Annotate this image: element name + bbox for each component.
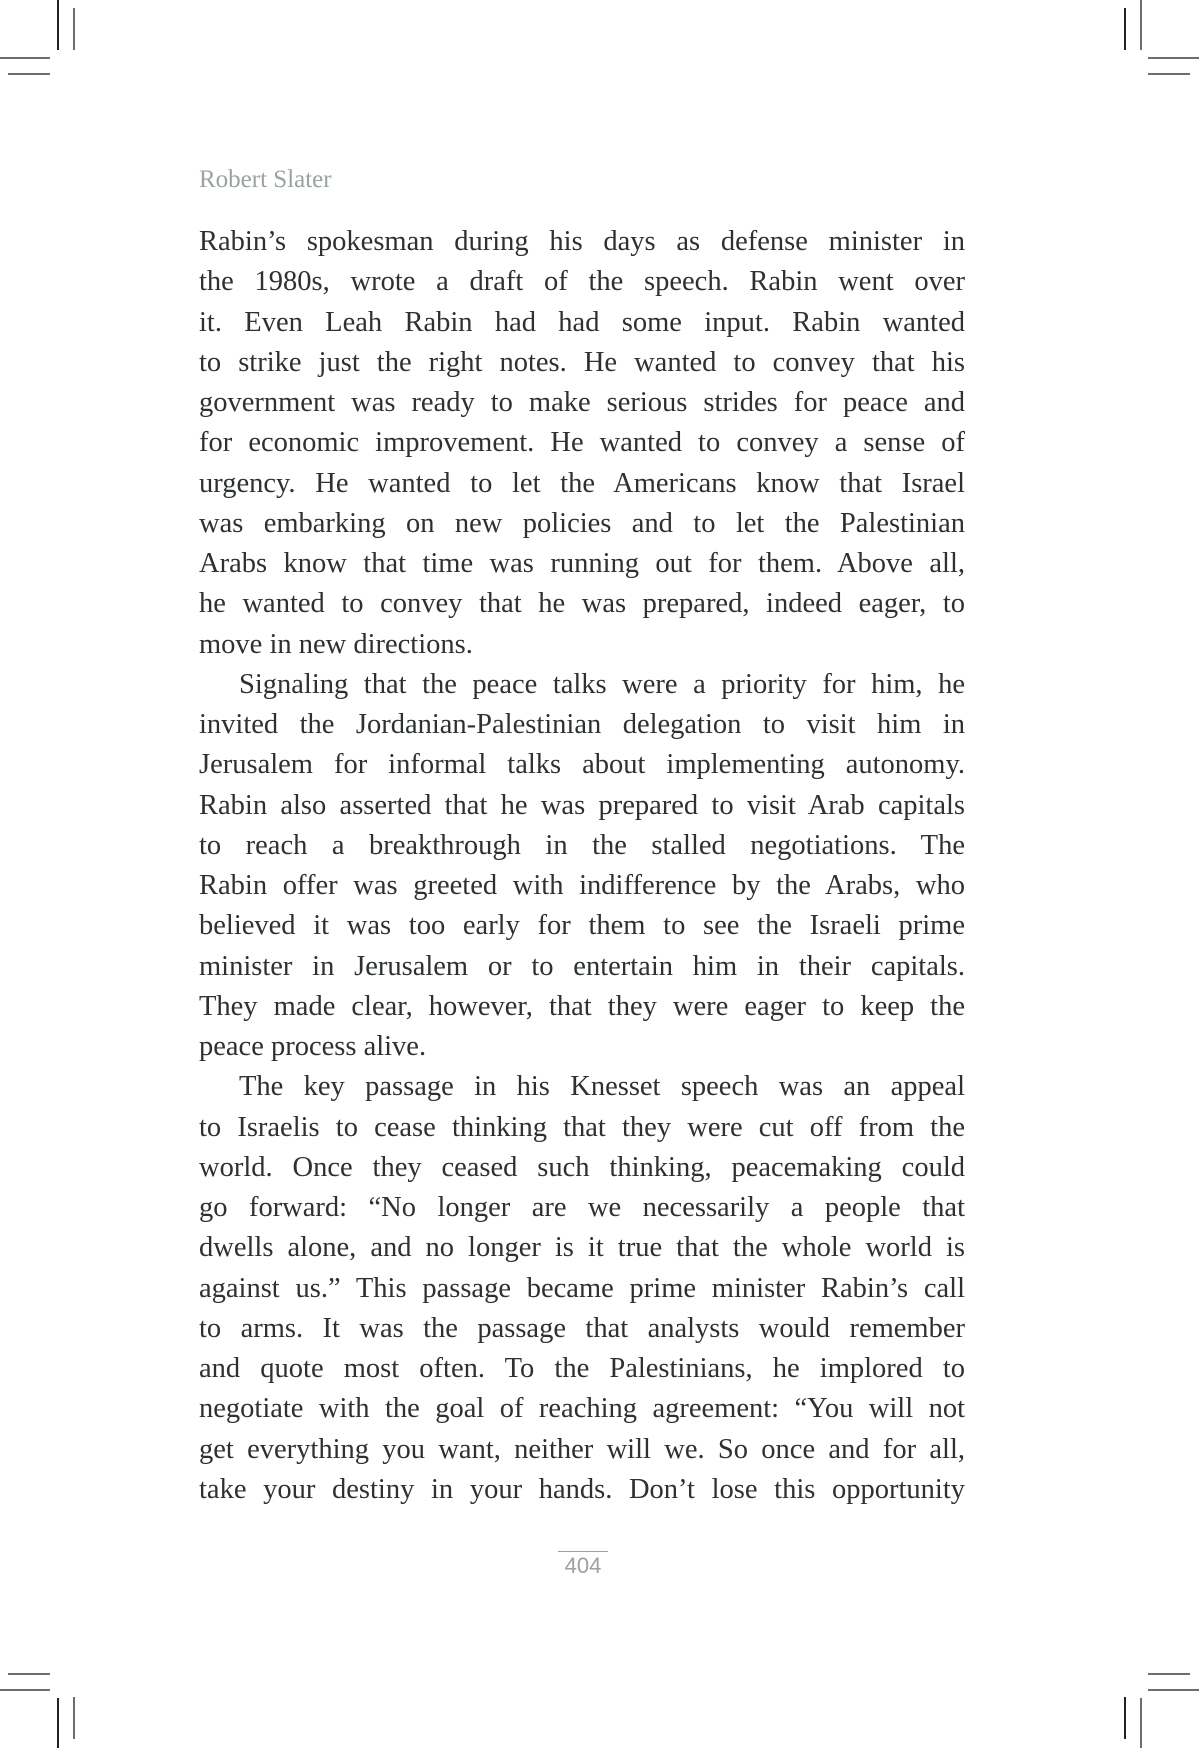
crop-mark-bottom-right-v1 xyxy=(1124,1697,1126,1739)
crop-mark-top-right-h1 xyxy=(1148,57,1199,59)
text-line: Jerusalem for informal talks about implementing autonomy. xyxy=(199,749,965,781)
paragraph xyxy=(199,1067,965,1510)
crop-mark-top-right-v2 xyxy=(1140,0,1142,50)
crop-mark-top-right-v1 xyxy=(1124,8,1126,50)
text-line: Rabin offer was greeted with indifference by the Arabs, who xyxy=(199,870,965,901)
text-line: go forward: “No longer are we necessarily a people that xyxy=(199,1192,965,1223)
text-line: move in new directions. xyxy=(199,628,473,660)
crop-mark-bottom-left-v2 xyxy=(73,1697,75,1739)
text-line: take your destiny in your hands. Don’t lose this opportunity xyxy=(199,1473,965,1505)
text-line: get everything you want, neither will we. So once and for all, xyxy=(199,1433,965,1465)
running-head: Robert Slater xyxy=(199,166,332,193)
text-line: to arms. It was the passage that analysts would remember xyxy=(199,1312,965,1344)
text-line: Rabin also asserted that he was prepared to visit Arab capitals xyxy=(199,789,965,821)
page-number: 404 xyxy=(558,1551,608,1579)
text-line: was embarking on new policies and to let the Palestinian xyxy=(199,507,965,539)
text-line: Signaling that the peace talks were a priority for him, he xyxy=(239,668,965,700)
text-line: he wanted to convey that he was prepared, indeed eager, to xyxy=(199,588,965,620)
text-line: dwells alone, and no longer is it true that the whole world is xyxy=(199,1232,965,1264)
text-line: The key passage in his Knesset speech was an appeal xyxy=(239,1071,965,1103)
crop-mark-bottom-right-v2 xyxy=(1140,1698,1142,1748)
text-line: Arabs know that time was running out for them. Above all, xyxy=(199,548,965,579)
text-line: believed it was too early for them to see the Israeli prime xyxy=(199,910,965,942)
text-line: urgency. He wanted to let the Americans know that Israel xyxy=(199,467,965,499)
text-line: to Israelis to cease thinking that they were cut off from the xyxy=(199,1111,965,1143)
crop-mark-top-left-v1 xyxy=(57,0,59,50)
text-line: government was ready to make serious strides for peace and xyxy=(199,387,965,418)
paragraph xyxy=(199,222,965,665)
text-line: invited the Jordanian-Palestinian delegation to visit him in xyxy=(199,709,965,740)
crop-mark-bottom-left-h1 xyxy=(8,1673,50,1675)
text-line: the 1980s, wrote a draft of the speech. Rabin went over xyxy=(199,266,965,298)
text-line: to strike just the right notes. He wanted to convey that his xyxy=(199,346,965,378)
crop-mark-top-left-v2 xyxy=(73,8,75,50)
text-line: against us.” This passage became prime minister Rabin’s call xyxy=(199,1272,965,1304)
text-line: peace process alive. xyxy=(199,1031,427,1062)
text-line: and quote most often. To the Palestinians, he implored to xyxy=(199,1353,965,1384)
text-line: to reach a breakthrough in the stalled negotiations. The xyxy=(199,829,965,861)
crop-mark-bottom-right-h2 xyxy=(1148,1689,1199,1691)
text-line: minister in Jerusalem or to entertain him in their capitals. xyxy=(199,950,965,982)
text-line: Rabin’s spokesman during his days as defense minister in xyxy=(199,226,965,257)
crop-mark-top-left-h1 xyxy=(0,57,50,59)
crop-mark-top-left-h2 xyxy=(8,73,50,75)
crop-mark-bottom-right-h1 xyxy=(1148,1673,1190,1675)
text-line: it. Even Leah Rabin had had some input. Rabin wanted xyxy=(199,306,965,338)
text-line: negotiate with the goal of reaching agreement: “You will not xyxy=(199,1393,965,1425)
body-text xyxy=(199,222,965,1510)
crop-mark-top-right-h2 xyxy=(1148,73,1190,75)
text-line: for economic improvement. He wanted to convey a sense of xyxy=(199,427,965,459)
crop-mark-bottom-left-v1 xyxy=(57,1698,59,1748)
text-line: world. Once they ceased such thinking, peacemaking could xyxy=(199,1151,965,1183)
text-line: They made clear, however, that they were eager to keep the xyxy=(199,990,965,1022)
paragraph xyxy=(199,665,965,1068)
crop-mark-bottom-left-h2 xyxy=(0,1689,50,1691)
